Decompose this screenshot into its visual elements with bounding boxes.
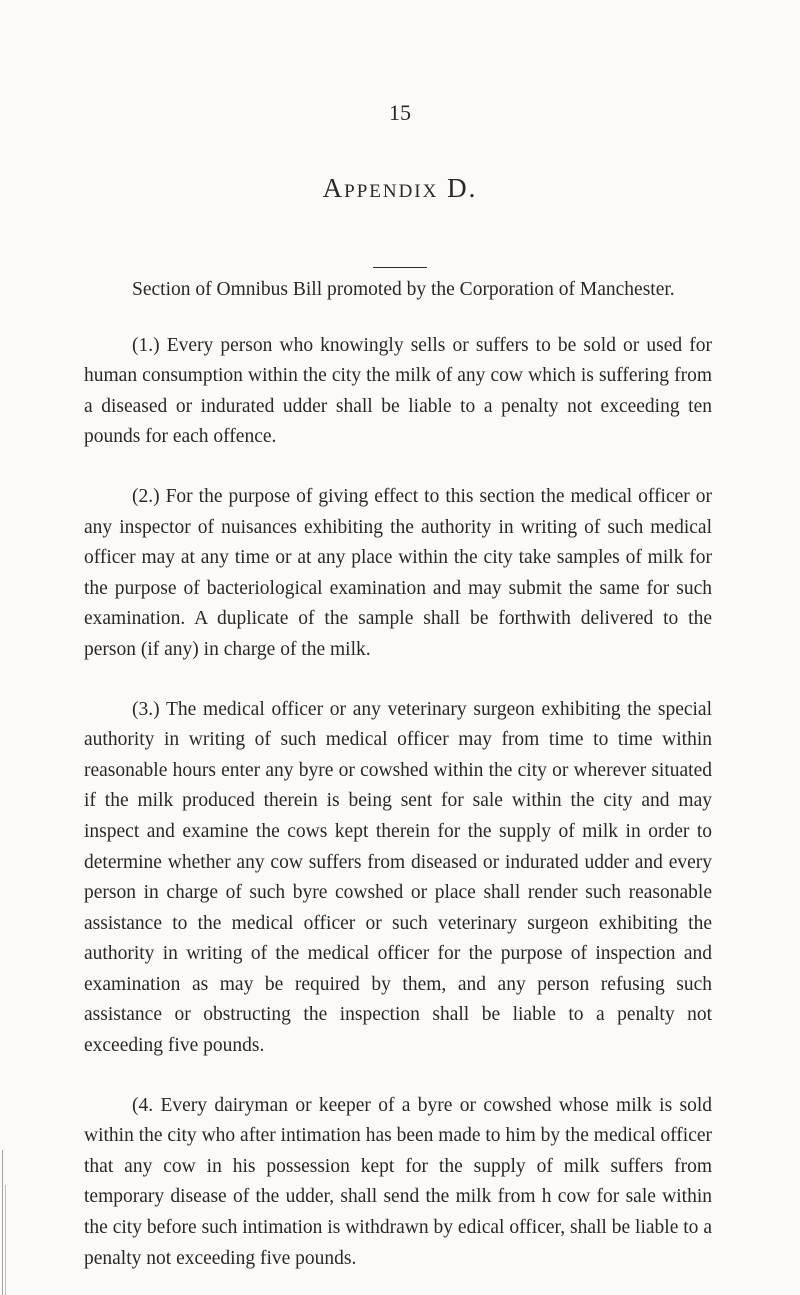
binding-edge-line-secondary [5, 1185, 6, 1295]
section-paragraph-3: (3.) The medical officer or any veterinary surgeon exhibiting the special authority in writing of such medical officer may from time to time within reasonable hours enter any byre or cowshed within the city or wherever situated if the milk produced therein is being sent for sale within the city and may inspect and examine the cows kept therein for the supply of milk in order to determine whether any cow suffers from diseased or indurated udder and every person in charge of such byre cowshed or place shall render such reasonable assistance to the medical officer or such veterinary surgeon exhibiting the authority in writing of the medical officer for the purpose of inspection and examination as may be required by them, and any person refusing such assistance or obstructing the inspection shall be liable to a penalty not exceeding five pounds. [84, 698, 712, 1057]
section-paragraph-2: (2.) For the purpose of giving effect to this section the medical officer or any inspector of nuisances exhibiting the authority in writing of such medical officer may at any time or at any place within the city take samples of milk for the purpose of bacteriological examination and may submit the same for such examination. A duplicate of the sample shall be forthwith delivered to the person (if any) in charge of the milk. [84, 485, 712, 660]
section-paragraph-1: (1.) Every person who knowingly sells or suffers to be sold or used for human consumption within the city the milk of any cow which is suffering from a diseased or indurated udder shall be liable to a penalty not exceeding ten pounds for each offence. [84, 334, 712, 448]
heading-divider [373, 267, 427, 268]
intro-paragraph: Section of Omnibus Bill promoted by the Corporation of Manchester. [132, 279, 675, 300]
binding-edge-line [2, 1150, 3, 1295]
appendix-heading: Appendix D. [322, 173, 478, 203]
document-body [84, 270, 712, 1274]
page-number: 15 [389, 100, 411, 125]
section-paragraph-4: (4. Every dairyman or keeper of a byre or cowshed whose milk is sold within the city who after intimation has been made to him by the medical officer that any cow in his possession kept for the supply of milk suffers from temporary disease of the udder, shall send the milk from h cow for sale within the city before such intimation is withdrawn by edical officer, shall be liable to a penalty not exceeding five pounds. [84, 1094, 712, 1269]
